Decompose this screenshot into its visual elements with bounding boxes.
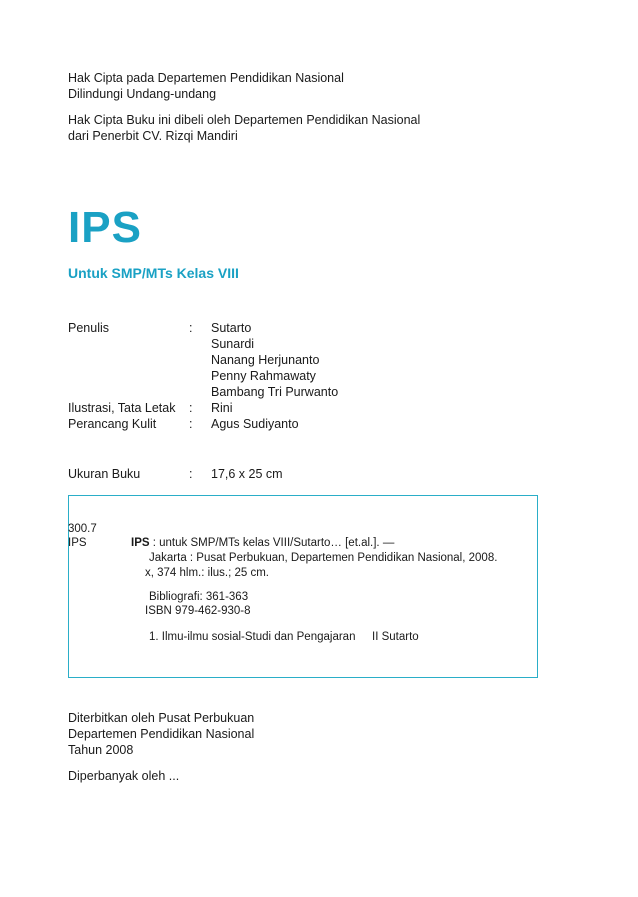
- catalog-title-line: [131, 536, 394, 550]
- copyright-line-1: Hak Cipta pada Departemen Pendidikan Nasional: [68, 71, 344, 85]
- publisher-line-1: Diterbitkan oleh Pusat Perbukuan: [68, 711, 255, 725]
- catalog-publish-line: Jakarta : Pusat Perbukuan, Departemen Pendidikan Nasional, 2008.: [149, 552, 498, 564]
- catalog-box: [68, 495, 538, 678]
- size-value: 17,6 x 25 cm: [211, 467, 283, 481]
- copyright-line-3: Hak Cipta Buku ini dibeli oleh Departemen Pendidikan Nasional: [68, 113, 421, 127]
- writer-name: Penny Rahmawaty: [211, 369, 316, 383]
- writer-name: Sutarto: [211, 321, 252, 335]
- size-label: Ukuran Buku: [68, 467, 141, 481]
- cover-colon: :: [189, 417, 193, 431]
- catalog-title-rest: : untuk SMP/MTs kelas VIII/Sutarto… [et.al.]. —: [149, 537, 395, 549]
- catalog-bibliography: Bibliografi: 361-363: [149, 591, 249, 603]
- cover-value: Agus Sudiyanto: [211, 417, 299, 431]
- catalog-extent-line: x, 374 hlm.: ilus.; 25 cm.: [145, 567, 269, 579]
- writer-name: Sunardi: [211, 337, 255, 351]
- illustration-colon: :: [189, 401, 193, 415]
- catalog-bold-title: IPS: [131, 537, 150, 549]
- catalog-class-number: 300.7: [68, 523, 97, 535]
- size-colon: :: [189, 467, 193, 481]
- writer-colon: :: [189, 321, 193, 335]
- book-subtitle: Untuk SMP/MTs Kelas VIII: [68, 265, 239, 281]
- catalog-added-entry: II Sutarto: [372, 631, 419, 643]
- publisher-year: Tahun 2008: [68, 743, 134, 757]
- copyright-line-4: dari Penerbit CV. Rizqi Mandiri: [68, 129, 238, 143]
- catalog-subject: 1. Ilmu-ilmu sosial-Studi dan Pengajaran: [149, 631, 356, 643]
- writer-label: Penulis: [68, 321, 109, 335]
- reprint-line: Diperbanyak oleh ...: [68, 769, 180, 783]
- cover-label: Perancang Kulit: [68, 417, 157, 431]
- catalog-isbn: ISBN 979-462-930-8: [145, 605, 251, 617]
- publisher-line-2: Departemen Pendidikan Nasional: [68, 727, 255, 741]
- copyright-line-2: Dilindungi Undang-undang: [68, 87, 217, 101]
- writer-name: Bambang Tri Purwanto: [211, 385, 339, 399]
- writer-name: Nanang Herjunanto: [211, 353, 320, 367]
- catalog-short-title: IPS: [68, 537, 87, 549]
- illustration-value: Rini: [211, 401, 233, 415]
- illustration-label: Ilustrasi, Tata Letak: [68, 401, 176, 415]
- book-title: IPS: [68, 203, 142, 252]
